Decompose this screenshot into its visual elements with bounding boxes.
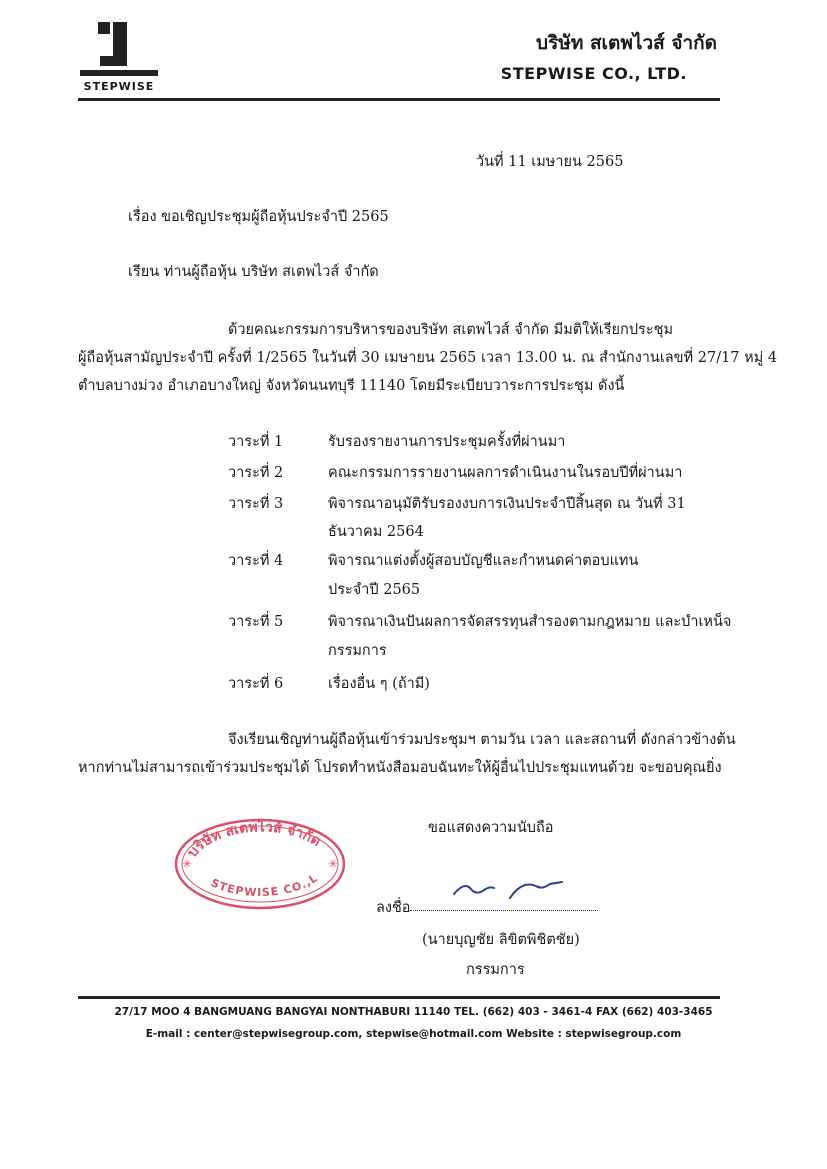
body-paragraph-2-line-2: หากท่านไม่สามารถเข้าร่วมประชุมได้ โปรดทำหนังสือมอบฉันทะให้ผู้อื่นไปประชุมแทนด้วย จะขอบคุณยิ่ง: [78, 760, 722, 776]
agenda-label: วาระที่ 1: [228, 434, 284, 450]
agenda-item-text: พิจารณาเงินปันผลการจัดสรรทุนสำรองตามกฎหมาย และบำเหน็จ: [328, 614, 732, 630]
company-name-thai: บริษัท สเตพไวส์ จำกัด: [536, 32, 717, 54]
stamp-text-thai: บริษัท สเตพไวส์ จำกัด: [184, 819, 324, 861]
company-logo: [80, 22, 158, 94]
stamp-star-icon: ✳: [182, 857, 193, 871]
body-paragraph-1-line-1: ด้วยคณะกรรมการบริหารของบริษัท สเตพไวส์ จำกัด มีมติให้เรียกประชุม: [228, 322, 674, 338]
handwritten-signature: [450, 868, 570, 912]
agenda-label: วาระที่ 6: [228, 676, 284, 692]
footer-address: 27/17 MOO 4 BANGMUANG BANGYAI NONTHABURI 11140 TEL. (662) 403 - 3461-4 FAX (662) 403-3465: [114, 1006, 713, 1018]
stamp-text-english: STEPWISE CO.,L: [208, 872, 319, 900]
footer-divider: [78, 996, 720, 999]
agenda-item-text: กรรมการ: [328, 643, 387, 659]
agenda-item-text: พิจารณาแต่งตั้งผู้สอบบัญชีและกำหนดค่าตอบแทน: [328, 553, 639, 569]
agenda-item-text: เรื่องอื่น ๆ (ถ้ามี): [328, 676, 430, 692]
company-name-english: STEPWISE CO., LTD.: [500, 64, 687, 83]
closing: ขอแสดงความนับถือ: [428, 820, 554, 836]
letter-date: วันที่ 11 เมษายน 2565: [476, 154, 624, 170]
footer-contact: E-mail : center@stepwisegroup.com, stepwise@hotmail.com Website : stepwisegroup.com: [145, 1028, 682, 1040]
header-divider: [78, 98, 720, 101]
agenda-label: วาระที่ 2: [228, 465, 284, 481]
logo-text: STEPWISE: [83, 80, 155, 93]
agenda-item-text: คณะกรรมการรายงานผลการดำเนินงานในรอบปีที่ผ่านมา: [328, 465, 683, 481]
agenda-item-text: ธันวาคม 2564: [328, 524, 424, 540]
logo-mark: [98, 22, 110, 34]
agenda-label: วาระที่ 3: [228, 496, 284, 512]
agenda-item-text: พิจารณาอนุมัติรับรองงบการเงินประจำปีสิ้นสุด ณ วันที่ 31: [328, 496, 686, 512]
body-paragraph-1-line-3: ตำบลบางม่วง อำเภอบางใหญ่ จังหวัดนนทบุรี 11140 โดยมีระเบียบวาระการประชุม ดังนี้: [78, 378, 625, 394]
letter-subject: เรื่อง ขอเชิญประชุมผู้ถือหุ้นประจำปี 2565: [128, 209, 389, 225]
body-paragraph-2-line-1: จึงเรียนเชิญท่านผู้ถือหุ้นเข้าร่วมประชุมฯ ตามวัน เวลา และสถานที่ ดังกล่าวข้างต้น: [228, 732, 736, 748]
body-paragraph-1-line-2: ผู้ถือหุ้นสามัญประจำปี ครั้งที่ 1/2565 ในวันที่ 30 เมษายน 2565 เวลา 13.00 น. ณ สำนักงานเลขที่ 27/17 หมู่ 4: [78, 350, 778, 366]
agenda-label: วาระที่ 4: [228, 553, 284, 569]
signer-position: กรรมการ: [466, 962, 525, 978]
signature-label: ลงชื่อ: [376, 900, 411, 916]
signer-name: (นายบุญชัย ลิขิตพิชิตชัย): [422, 932, 580, 948]
stamp-star-icon: ✳: [328, 857, 339, 871]
agenda-label: วาระที่ 5: [228, 614, 284, 630]
company-stamp: [170, 812, 350, 916]
svg-text:บริษัท สเตพไวส์ จำกัด: [185, 817, 324, 860]
letter-recipient: เรียน ท่านผู้ถือหุ้น บริษัท สเตพไวส์ จำกัด: [128, 264, 379, 280]
agenda-item-text: ประจำปี 2565: [328, 582, 421, 598]
agenda-item-text: รับรองรายงานการประชุมครั้งที่ผ่านมา: [328, 434, 566, 450]
